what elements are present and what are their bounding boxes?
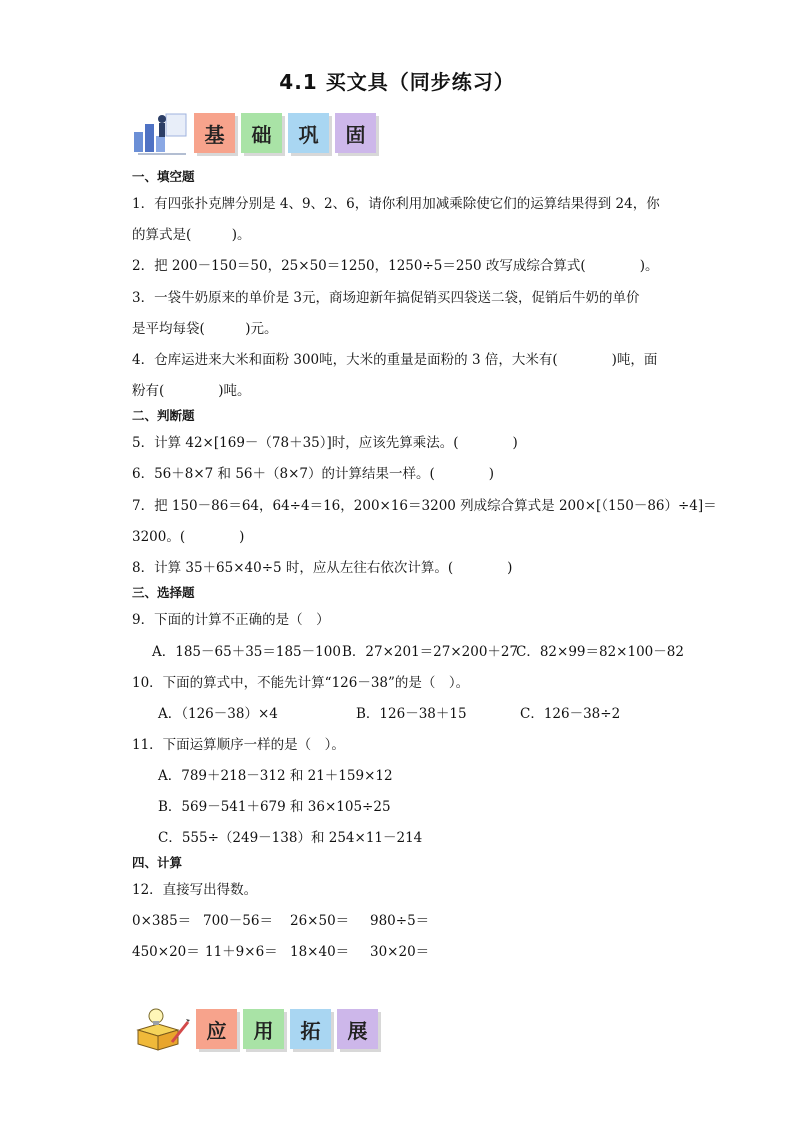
question-8: 8．计算 35＋65×40÷5 时，应从左往右依次计算。( ) [132, 560, 513, 576]
question-9-option-a: A．185－65＋35＝185－100 [152, 644, 341, 660]
banner-tile: 固 [335, 113, 376, 153]
question-3-line-2: 是平均每袋( )元。 [132, 321, 278, 337]
calc-item: 450×20＝ [132, 944, 200, 960]
section-banner-basic [132, 110, 382, 156]
section-heading-fill-in: 一、填空题 [132, 169, 195, 184]
question-1-line-1: 1．有四张扑克牌分别是 4、9、2、6，请你利用加减乘除使它们的运算结果得到 24，你 [132, 196, 660, 212]
question-6: 6．56＋8×7 和 56＋（8×7）的计算结果一样。( ) [132, 466, 495, 482]
calc-item: 26×50＝ [290, 913, 350, 929]
section-heading-choice: 三、选择题 [132, 585, 195, 600]
calc-item: 18×40＝ [290, 944, 350, 960]
question-9-option-c: C．82×99＝82×100－82 [516, 644, 684, 660]
question-10-option-a: A．（126－38）×4 [158, 706, 278, 722]
banner-tile: 用 [243, 1009, 284, 1049]
banner-tile: 础 [241, 113, 282, 153]
page-title: 4.1 买文具（同步练习） [279, 70, 515, 94]
question-3-line-1: 3．一袋牛奶原来的单价是 3元，商场迎新年搞促销买四袋送二袋，促销后牛奶的单价 [132, 290, 640, 306]
calc-item: 0×385＝ [132, 913, 192, 929]
chart-person-icon [132, 110, 188, 156]
question-10-stem: 10．下面的算式中，不能先计算“126－38”的是（ ）。 [132, 675, 470, 691]
question-11-option-a: A．789＋218－312 和 21＋159×12 [158, 768, 393, 784]
question-4-line-1: 4．仓库运进来大米和面粉 300吨，大米的重量是面粉的 3 倍，大米有( )吨，面 [132, 352, 658, 368]
calc-item: 30×20＝ [370, 944, 430, 960]
calc-item: 11＋9×6＝ [205, 944, 278, 960]
question-9-stem: 9．下面的计算不正确的是（ ） [132, 612, 330, 628]
question-12-stem: 12．直接写出得数。 [132, 882, 258, 898]
question-11-option-b: B．569－541＋679 和 36×105÷25 [158, 799, 391, 815]
lightbulb-box-icon [132, 1006, 190, 1052]
banner-tile: 展 [337, 1009, 378, 1049]
question-9-option-b: B．27×201＝27×200＋27 [342, 644, 519, 660]
question-10-option-c: C．126－38÷2 [520, 706, 621, 722]
section-heading-judge: 二、判断题 [132, 408, 195, 423]
banner-tile: 应 [196, 1009, 237, 1049]
question-2: 2．把 200－150＝50，25×50＝1250，1250÷5＝250 改写成综合算式( )。 [132, 258, 659, 274]
question-4-line-2: 粉有( )吨。 [132, 383, 251, 399]
calc-item: 700－56＝ [203, 913, 273, 929]
banner-tile: 巩 [288, 113, 329, 153]
banner-tile: 拓 [290, 1009, 331, 1049]
question-5: 5．计算 42×[169－（78＋35）]时，应该先算乘法。( ) [132, 435, 518, 451]
banner-tile: 基 [194, 113, 235, 153]
question-7-line-2: 3200。( ) [132, 529, 245, 545]
question-10-option-b: B．126－38＋15 [356, 706, 467, 722]
question-1-line-2: 的算式是( )。 [132, 227, 251, 243]
question-11-stem: 11．下面运算顺序一样的是（ ）。 [132, 737, 345, 753]
section-heading-calc: 四、计算 [132, 855, 183, 870]
question-11-option-c: C．555÷（249－138）和 254×11－214 [158, 830, 423, 846]
section-banner-apply [132, 1006, 384, 1052]
calc-item: 980÷5＝ [370, 913, 430, 929]
question-7-line-1: 7．把 150－86＝64，64÷4＝16，200×16＝3200 列成综合算式是 200×[（150－86）÷4]＝ [132, 498, 717, 514]
